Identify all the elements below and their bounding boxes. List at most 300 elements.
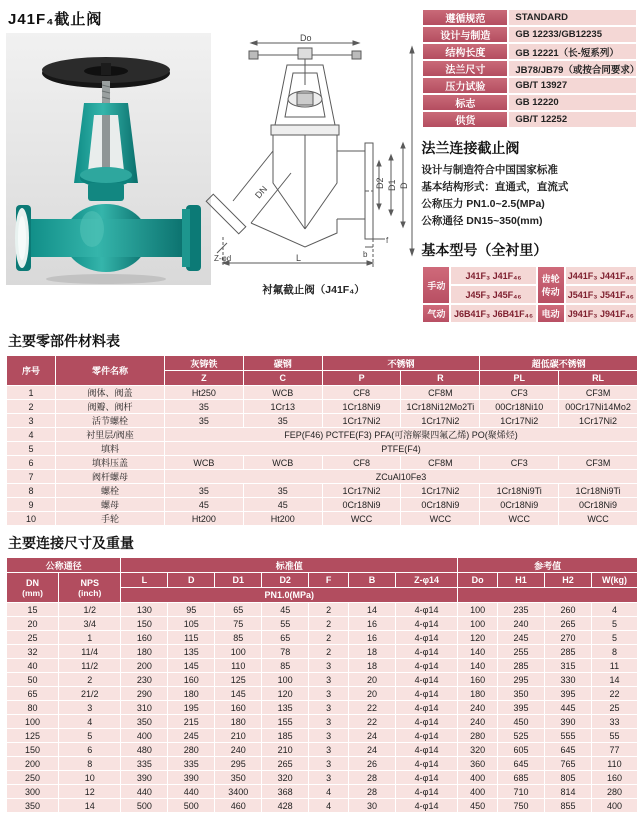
- dimensions-cell: 5: [592, 631, 637, 644]
- dimensions-cell: 160: [121, 631, 167, 644]
- dimensions-cell: 645: [498, 757, 544, 770]
- dimensions-cell: 120: [262, 687, 308, 700]
- materials-cell: 35: [244, 484, 322, 497]
- valve-drawing-image: [213, 33, 415, 273]
- dimensions-cell: 4-φ14: [396, 799, 457, 812]
- dimensions-row: [7, 617, 637, 630]
- dimensions-row: [7, 757, 637, 770]
- materials-header-ultra-low-carbon: 超低碳不锈钢: [480, 356, 637, 370]
- drawing-caption: 衬氟截止阀（J41F₄）: [262, 284, 365, 296]
- nps-unit: (inch): [78, 587, 102, 598]
- dimensions-cell: 320: [262, 771, 308, 784]
- model-value: J441F₃ J441F₄₆: [566, 267, 636, 284]
- materials-header-gray-iron: 灰铸铁: [165, 356, 243, 370]
- dimensions-cell: 28: [349, 771, 395, 784]
- dimensions-cell: 22: [349, 701, 395, 714]
- dimensions-cell: 240: [498, 617, 544, 630]
- materials-cell-span: ZCuAl10Fe3: [165, 470, 637, 483]
- materials-cell-name: 阀杆螺母: [56, 470, 164, 483]
- materials-cell: CF3: [480, 386, 558, 399]
- materials-cell-span: FEP(F46) PCTFE(F3) PFA(可溶解聚四氟乙烯) PO(聚烯烃): [165, 428, 637, 441]
- dimensions-cell: 3: [309, 687, 348, 700]
- dims-col: W(kg): [592, 573, 637, 587]
- dimensions-cell: 265: [545, 617, 591, 630]
- dims-col: Do: [458, 573, 497, 587]
- dimensions-cell: 14: [592, 673, 637, 686]
- models-row: [423, 305, 636, 322]
- materials-cell-name: 螺母: [56, 498, 164, 511]
- dimensions-cell: 645: [545, 743, 591, 756]
- materials-row: [7, 470, 637, 483]
- dimensions-cell: 65: [262, 631, 308, 644]
- dimensions-cell: 50: [7, 673, 58, 686]
- dimensions-cell: 125: [215, 673, 261, 686]
- dimensions-cell: 85: [262, 659, 308, 672]
- materials-cell: 00Cr18Ni10: [480, 400, 558, 413]
- dimensions-row: [7, 743, 637, 756]
- dim-label-zphid: Z-φd: [213, 254, 231, 263]
- materials-cell: 45: [244, 498, 322, 511]
- dimensions-cell: 100: [7, 715, 58, 728]
- materials-cell: 1Cr18Ni12Mo2Ti: [401, 400, 479, 413]
- dimensions-cell: 4-φ14: [396, 785, 457, 798]
- dimensions-cell: 255: [498, 645, 544, 658]
- dimensions-cell: 215: [168, 715, 214, 728]
- dimensions-cell: 16: [349, 617, 395, 630]
- dimensions-cell: 4-φ14: [396, 757, 457, 770]
- spec-value: STANDARD: [509, 10, 636, 25]
- dimensions-cell: 180: [458, 687, 497, 700]
- dimensions-table: [6, 557, 638, 813]
- dimensions-cell: 3: [309, 757, 348, 770]
- dimensions-cell: 110: [215, 659, 261, 672]
- dimensions-cell: 360: [458, 757, 497, 770]
- materials-row: [7, 386, 637, 399]
- flange-section-line: 基本结构形式：直通式，直流式: [421, 181, 569, 193]
- materials-cell-no: 7: [7, 470, 55, 483]
- dimensions-cell: 480: [121, 743, 167, 756]
- dimensions-cell: 450: [498, 715, 544, 728]
- dimensions-cell: 3: [309, 701, 348, 714]
- dimensions-cell: 55: [262, 617, 308, 630]
- dimensions-cell: 140: [458, 659, 497, 672]
- materials-code: Z: [165, 371, 243, 385]
- materials-cell: WCB: [165, 456, 243, 469]
- dimensions-cell: 25: [7, 631, 58, 644]
- dimensions-cell: 210: [262, 743, 308, 756]
- dimensions-cell: 77: [592, 743, 637, 756]
- dimensions-cell: 20: [349, 673, 395, 686]
- dimensions-row: [7, 659, 637, 672]
- dimensions-cell: 105: [168, 617, 214, 630]
- materials-cell: WCC: [480, 512, 558, 525]
- materials-cell: 0Cr18Ni9: [401, 498, 479, 511]
- dimensions-cell: 2: [59, 673, 120, 686]
- dimensions-cell: 350: [498, 687, 544, 700]
- materials-header-no: 序号: [7, 356, 55, 385]
- dimensions-cell: 45: [262, 603, 308, 616]
- materials-cell: 1Cr13: [244, 400, 322, 413]
- dims-col: D1: [215, 573, 261, 587]
- dimensions-cell: 390: [168, 771, 214, 784]
- dimensions-cell: 3400: [215, 785, 261, 798]
- dimensions-cell: 24: [349, 743, 395, 756]
- dimensions-cell: 440: [168, 785, 214, 798]
- materials-cell: Ht250: [165, 386, 243, 399]
- materials-cell: 0Cr18Ni9: [323, 498, 401, 511]
- dimensions-cell: 335: [121, 757, 167, 770]
- dimensions-cell: 280: [458, 729, 497, 742]
- dimensions-cell: 65: [215, 603, 261, 616]
- materials-row: [7, 400, 637, 413]
- dims-col: F: [309, 573, 348, 587]
- dimensions-cell: 5: [59, 729, 120, 742]
- materials-cell-no: 6: [7, 456, 55, 469]
- dimensions-cell: 8: [592, 645, 637, 658]
- dimensions-cell: 32: [7, 645, 58, 658]
- dimensions-cell: 4-φ14: [396, 687, 457, 700]
- model-value: J45F₃ J45F₄₆: [451, 286, 535, 303]
- dimensions-cell: 140: [458, 645, 497, 658]
- dimensions-row: [7, 771, 637, 784]
- spec-row: [423, 61, 636, 76]
- spec-row: [423, 95, 636, 110]
- dimensions-cell: 185: [262, 729, 308, 742]
- dimensions-cell: 1/2: [59, 603, 120, 616]
- dimensions-cell: 400: [458, 785, 497, 798]
- dimensions-cell: 4: [309, 799, 348, 812]
- dimensions-cell: 445: [545, 701, 591, 714]
- dimensions-cell: 295: [498, 673, 544, 686]
- materials-cell-name: 螺栓: [56, 484, 164, 497]
- model-label-gear: 齿轮传动: [538, 267, 564, 303]
- standards-spec-table-body: [423, 10, 640, 127]
- dimensions-cell: 20: [349, 687, 395, 700]
- dimensions-cell: 11/2: [59, 659, 120, 672]
- dimensions-cell: 240: [458, 701, 497, 714]
- dn-unit: (mm): [22, 587, 43, 598]
- dimensions-row: [7, 645, 637, 658]
- dimensions-cell: 555: [545, 729, 591, 742]
- dimensions-cell: 145: [215, 687, 261, 700]
- valve-photo-image: [6, 33, 211, 285]
- dimensions-cell: 100: [458, 603, 497, 616]
- dimensions-cell: 4: [592, 603, 637, 616]
- models-table: [421, 265, 638, 324]
- dimensions-cell: 30: [349, 799, 395, 812]
- materials-cell-no: 8: [7, 484, 55, 497]
- materials-cell: 35: [165, 414, 243, 427]
- right-column: [421, 6, 638, 324]
- dimensions-cell: 120: [458, 631, 497, 644]
- materials-row: [7, 456, 637, 469]
- materials-cell-name: 衬里层/阀座: [56, 428, 164, 441]
- dim-label-b: b: [362, 250, 367, 259]
- spec-row: [423, 44, 636, 59]
- materials-cell: Ht200: [244, 512, 322, 525]
- dimensions-cell: 4-φ14: [396, 771, 457, 784]
- dimensions-table-body: [7, 603, 637, 812]
- flange-section-line: 公称通径 DN15~350(mm): [421, 215, 543, 227]
- dimensions-cell: 230: [121, 673, 167, 686]
- dimensions-cell: 15: [7, 603, 58, 616]
- dimensions-cell: 33: [592, 715, 637, 728]
- dimensions-cell: 78: [262, 645, 308, 658]
- dimensions-cell: 6: [59, 743, 120, 756]
- dimensions-cell: 125: [7, 729, 58, 742]
- materials-cell: CF8: [323, 456, 401, 469]
- materials-cell-name: 活节螺栓: [56, 414, 164, 427]
- dimensions-cell: 4-φ14: [396, 645, 457, 658]
- dimensions-cell: 28: [349, 785, 395, 798]
- flange-section: [421, 138, 638, 230]
- dimensions-cell: 150: [7, 743, 58, 756]
- valve-drawing: [211, 33, 416, 297]
- spec-row: [423, 112, 636, 127]
- spec-label: 标志: [423, 95, 507, 110]
- dimensions-cell: 400: [458, 771, 497, 784]
- dimensions-cell: 750: [498, 799, 544, 812]
- dimensions-cell: 2: [309, 631, 348, 644]
- dimensions-cell: 4-φ14: [396, 715, 457, 728]
- model-value: J541F₃ J541F₄₆: [566, 286, 636, 303]
- standards-spec-table: [421, 8, 638, 129]
- spec-label: 法兰尺寸: [423, 61, 507, 76]
- dimensions-cell: 55: [592, 729, 637, 742]
- dims-header-dn: [7, 573, 58, 602]
- dimensions-cell: 16: [349, 631, 395, 644]
- materials-cell: 1Cr18Ni9Ti: [559, 484, 637, 497]
- spec-row: [423, 10, 636, 25]
- dimensions-cell: 4-φ14: [396, 617, 457, 630]
- dimensions-cell: 8: [59, 757, 120, 770]
- dimensions-cell: 18: [349, 659, 395, 672]
- spec-label: 供货: [423, 112, 507, 127]
- dims-pn-band: PN1.0(MPa): [121, 588, 457, 602]
- dimensions-cell: 350: [7, 799, 58, 812]
- flange-section-heading: 法兰连接截止阀: [421, 140, 520, 156]
- dimensions-cell: 14: [59, 799, 120, 812]
- dimensions-cell: 350: [121, 715, 167, 728]
- dimensions-cell: 295: [215, 757, 261, 770]
- materials-table: [6, 355, 638, 526]
- dimensions-row: [7, 673, 637, 686]
- model-label-manual: 手动: [423, 267, 449, 303]
- models-heading: 基本型号（全衬里）: [421, 242, 548, 258]
- dimensions-cell: 11: [592, 659, 637, 672]
- dimensions-cell: 4-φ14: [396, 743, 457, 756]
- materials-header-stainless: 不锈钢: [323, 356, 480, 370]
- dimensions-cell: 290: [121, 687, 167, 700]
- dimensions-cell: 3: [309, 659, 348, 672]
- spec-label: 遵循规范: [423, 10, 507, 25]
- materials-cell: CF8: [323, 386, 401, 399]
- materials-cell: 1Cr18Ni9: [323, 400, 401, 413]
- dimensions-row: [7, 799, 637, 812]
- dimensions-row: [7, 701, 637, 714]
- dimensions-row: [7, 631, 637, 644]
- model-value: J941F₃ J941F₄₆: [566, 305, 636, 322]
- dimensions-row: [7, 687, 637, 700]
- models-row: [423, 286, 636, 303]
- materials-cell: 1Cr17Ni2: [323, 484, 401, 497]
- dimensions-cell: 280: [592, 785, 637, 798]
- spec-value: GB/T 12252: [509, 112, 636, 127]
- dimensions-cell: 4-φ14: [396, 701, 457, 714]
- dimensions-cell: 270: [545, 631, 591, 644]
- dimensions-row: [7, 603, 637, 616]
- materials-code: P: [323, 371, 401, 385]
- materials-cell: WCB: [244, 456, 322, 469]
- dimensions-cell: 135: [168, 645, 214, 658]
- model-value: J6B41F₃ J6B41F₄₆: [451, 305, 535, 322]
- materials-cell: CF3M: [559, 456, 637, 469]
- nps-label: NPS: [80, 577, 99, 588]
- materials-table-body: [7, 386, 637, 525]
- dimensions-cell: 12: [59, 785, 120, 798]
- materials-cell: 1Cr17Ni2: [480, 414, 558, 427]
- dimensions-cell: 1: [59, 631, 120, 644]
- dimensions-cell: 22: [592, 687, 637, 700]
- materials-code: R: [401, 371, 479, 385]
- dim-label-f: f: [385, 236, 388, 245]
- dimensions-table-title: 主要连接尺寸及重量: [8, 535, 134, 551]
- dims-header-reference: 参考值: [458, 558, 637, 572]
- dimensions-cell: 14: [349, 603, 395, 616]
- dimensions-cell: 240: [215, 743, 261, 756]
- valve-visuals: [6, 33, 417, 297]
- dims-col: L: [121, 573, 167, 587]
- dimensions-cell: 4-φ14: [396, 631, 457, 644]
- models-section: [421, 240, 638, 324]
- dimensions-cell: 285: [498, 659, 544, 672]
- dimensions-cell: 160: [215, 701, 261, 714]
- flange-section-lines: [421, 162, 638, 230]
- materials-cell-name: 填料: [56, 442, 164, 455]
- dimensions-cell: 160: [458, 673, 497, 686]
- flange-section-line: 设计与制造符合中国国家标准: [421, 164, 558, 176]
- dimensions-cell: 11/4: [59, 645, 120, 658]
- spec-value: GB 12233/GB12235: [509, 27, 636, 42]
- materials-cell: 1Cr17Ni2: [323, 414, 401, 427]
- dimensions-cell: 95: [168, 603, 214, 616]
- dimensions-cell: 100: [262, 673, 308, 686]
- spec-value: GB 12220: [509, 95, 636, 110]
- materials-cell: CF8M: [401, 386, 479, 399]
- dims-header-nps: [59, 573, 120, 602]
- dimensions-cell: 805: [545, 771, 591, 784]
- dimensions-cell: 3: [309, 673, 348, 686]
- dimensions-cell: 195: [168, 701, 214, 714]
- dim-label-do: Do: [299, 33, 312, 43]
- dimensions-cell: 500: [168, 799, 214, 812]
- dn-label: DN: [26, 577, 40, 588]
- dimensions-row: [7, 785, 637, 798]
- left-column: [6, 6, 417, 324]
- dimensions-cell: 235: [498, 603, 544, 616]
- dim-label-d: D: [398, 182, 409, 189]
- materials-row: [7, 498, 637, 511]
- materials-code: PL: [480, 371, 558, 385]
- materials-code: C: [244, 371, 322, 385]
- spec-row: [423, 78, 636, 93]
- dims-pn-band-blank: [458, 588, 637, 602]
- dimensions-cell: 21/2: [59, 687, 120, 700]
- dimensions-cell: 350: [215, 771, 261, 784]
- materials-cell: 0Cr18Ni9: [480, 498, 558, 511]
- dimensions-cell: 330: [545, 673, 591, 686]
- materials-cell-span: PTFE(F4): [165, 442, 637, 455]
- dimensions-cell: 525: [498, 729, 544, 742]
- dimensions-cell: 80: [7, 701, 58, 714]
- materials-cell: Ht200: [165, 512, 243, 525]
- dims-col: D2: [262, 573, 308, 587]
- materials-cell-no: 2: [7, 400, 55, 413]
- dimensions-cell: 40: [7, 659, 58, 672]
- dimensions-cell: 395: [545, 687, 591, 700]
- materials-cell: WCC: [401, 512, 479, 525]
- dimensions-cell: 115: [168, 631, 214, 644]
- materials-cell-name: 手轮: [56, 512, 164, 525]
- dimensions-cell: 25: [592, 701, 637, 714]
- dimensions-cell: 145: [168, 659, 214, 672]
- dimensions-cell: 440: [121, 785, 167, 798]
- materials-cell-no: 10: [7, 512, 55, 525]
- materials-header-carbon-steel: 碳钢: [244, 356, 322, 370]
- dimensions-cell: 110: [592, 757, 637, 770]
- dimensions-cell: 180: [215, 715, 261, 728]
- dimensions-cell: 320: [458, 743, 497, 756]
- dimensions-cell: 75: [215, 617, 261, 630]
- materials-cell: WCC: [323, 512, 401, 525]
- dimensions-cell: 4: [59, 715, 120, 728]
- materials-cell: CF3M: [559, 386, 637, 399]
- materials-cell-no: 5: [7, 442, 55, 455]
- valve-photo: [6, 33, 211, 285]
- materials-cell-name: 阀瓣、阀杆: [56, 400, 164, 413]
- materials-cell: 35: [165, 400, 243, 413]
- dimensions-cell: 710: [498, 785, 544, 798]
- dimensions-cell: 3: [309, 715, 348, 728]
- dimensions-cell: 180: [168, 687, 214, 700]
- dimensions-cell: 450: [458, 799, 497, 812]
- dimensions-cell: 280: [168, 743, 214, 756]
- dimensions-cell: 315: [545, 659, 591, 672]
- materials-row: [7, 414, 637, 427]
- page-title: J41F₄截止阀: [8, 11, 103, 28]
- materials-cell: 1Cr17Ni2: [401, 484, 479, 497]
- dimensions-cell: 500: [121, 799, 167, 812]
- spec-row: [423, 27, 636, 42]
- dimensions-cell: 160: [592, 771, 637, 784]
- dims-col: B: [349, 573, 395, 587]
- materials-cell-no: 1: [7, 386, 55, 399]
- dimensions-cell: 150: [121, 617, 167, 630]
- dimensions-cell: 24: [349, 729, 395, 742]
- materials-cell: 35: [244, 414, 322, 427]
- dimensions-cell: 3: [309, 771, 348, 784]
- dimensions-cell: 2: [309, 603, 348, 616]
- dimensions-cell: 85: [215, 631, 261, 644]
- dimensions-cell: 390: [121, 771, 167, 784]
- materials-cell: CF3: [480, 456, 558, 469]
- dimensions-cell: 200: [7, 757, 58, 770]
- dimensions-cell: 400: [121, 729, 167, 742]
- dimensions-cell: 155: [262, 715, 308, 728]
- dims-col: H2: [545, 573, 591, 587]
- materials-row: [7, 442, 637, 455]
- dimensions-cell: 26: [349, 757, 395, 770]
